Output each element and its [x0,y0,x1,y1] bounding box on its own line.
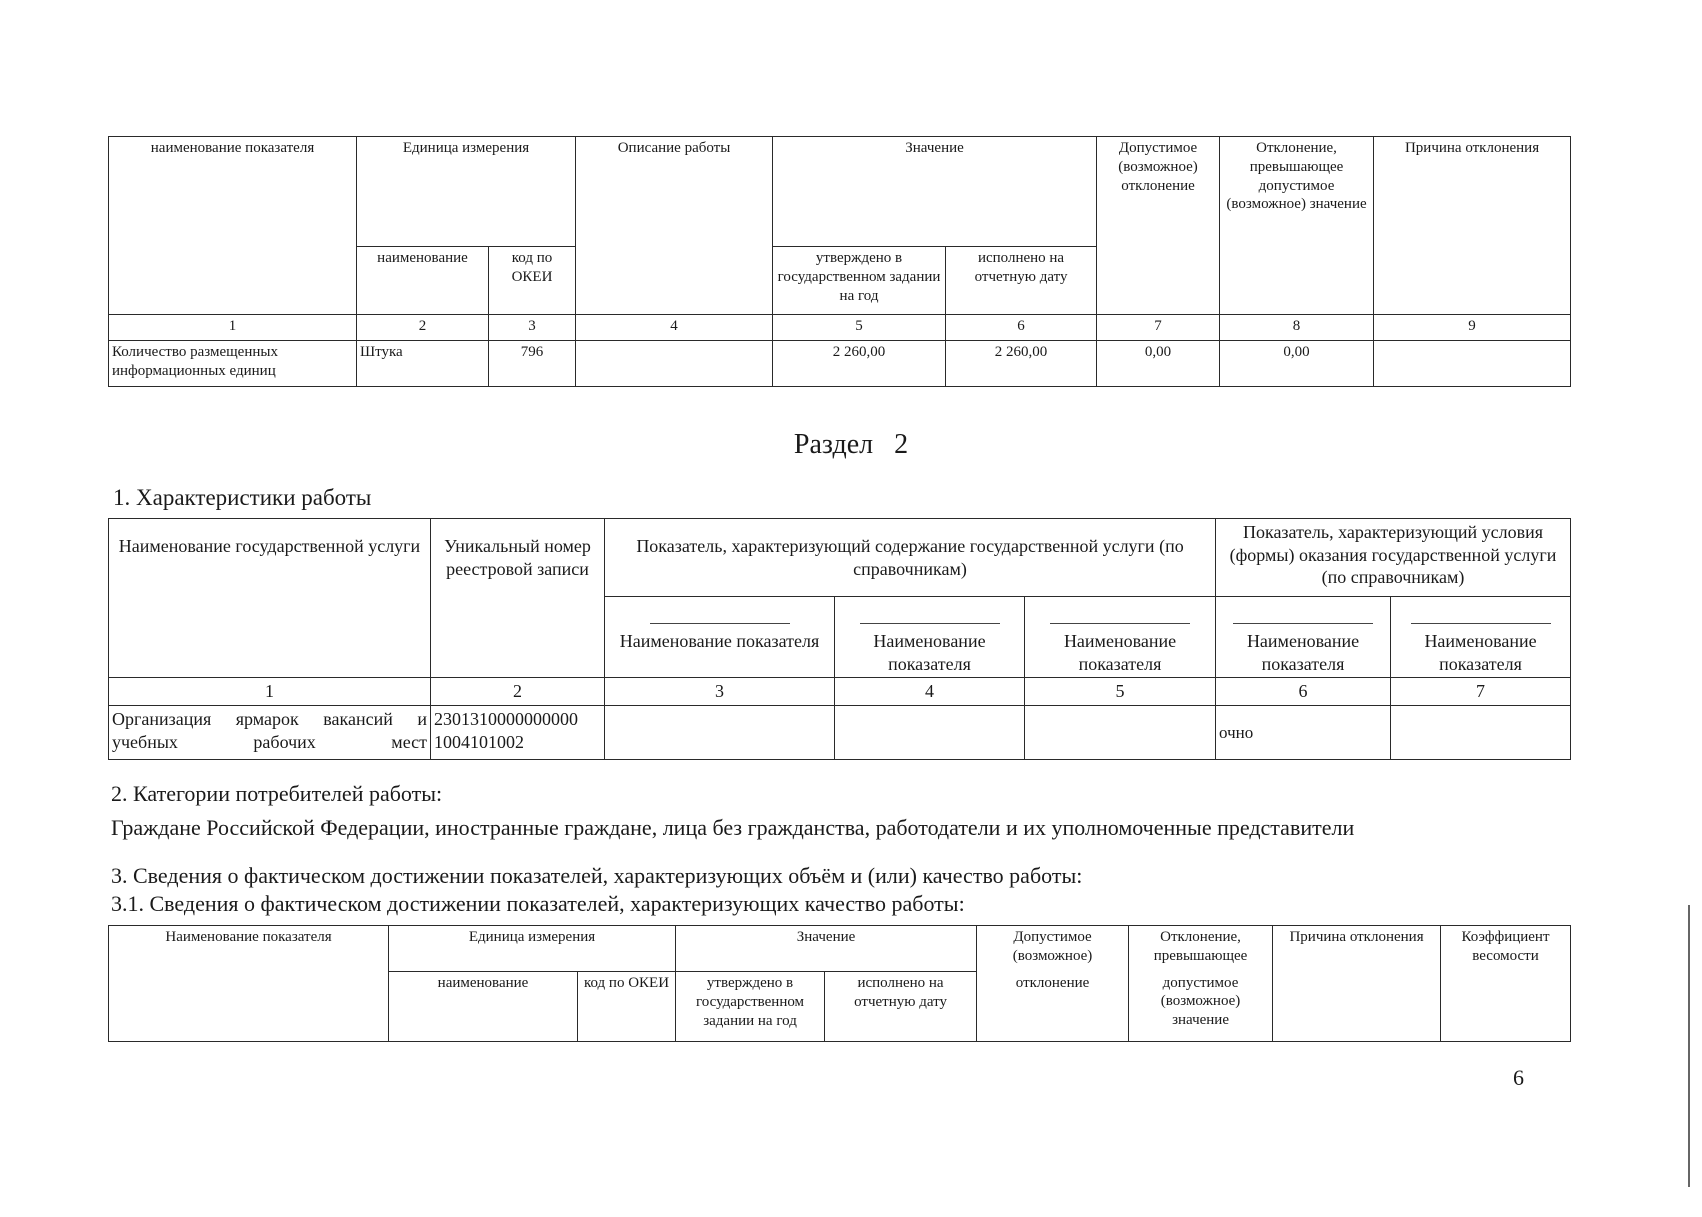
cell-unit-name: Штука [357,341,489,387]
header-unit: Единица измерения [389,926,676,972]
header-conditions-indicator: Показатель, характеризующий условия (формы) оказания государственной услуги (по справочникам) [1216,519,1571,597]
registry-line: 2301310000000000 [434,709,578,729]
header-label: Наименование показателя [619,631,820,651]
header-approved: утверждено в государственном задании на год [676,972,825,1042]
heading-consumer-categories: 2. Категории потребителей работы: [111,781,443,806]
work-characteristics-table [108,518,1571,760]
header-allowed-top: Допустимое (возможное) [977,926,1129,972]
header-work-description: Описание работы [576,137,773,315]
column-number: 7 [1391,678,1571,706]
column-number: 2 [357,315,489,341]
header-label: Наименование показателя [1246,631,1360,674]
cell-condition-form: очно [1216,706,1391,760]
header-label: Наименование показателя [873,631,986,674]
underline [1050,623,1190,624]
cell-exceeding: 0,00 [1220,341,1374,387]
consumers-text: Граждане Российской Федерации, иностранные граждане, лица без гражданства, работодатели и их уполномоченные представители [111,815,1355,840]
cell-okei: 796 [489,341,576,387]
cell-allowed: 0,00 [1097,341,1220,387]
column-number: 5 [773,315,946,341]
scan-edge-line [1688,905,1690,1187]
page-number: 6 [1513,1065,1524,1090]
header-label: Наименование показателя [1063,631,1177,674]
column-number: 3 [489,315,576,341]
header-unit-okei: код по ОКЕИ [489,247,576,315]
column-number: 7 [1097,315,1220,341]
column-number: 9 [1374,315,1571,341]
table-row [109,341,1571,387]
header-unit-name: наименование [389,972,578,1042]
column-number: 3 [605,678,835,706]
header-value: Значение [676,926,977,972]
header-indicator-name [1216,597,1391,678]
cell-content-4 [835,706,1025,760]
header-executed: исполнено на отчетную дату [825,972,977,1042]
header-unit: Единица измерения [357,137,576,247]
header-indicator-name [1391,597,1571,678]
header-indicator-name [605,597,835,678]
column-number: 1 [109,678,431,706]
heading-work-characteristics: 1. Характеристики работы [113,485,372,510]
underline [650,623,790,624]
header-allowed-bottom: отклонение [977,972,1129,1042]
header-allowed-deviation: Допустимое (возможное) отклонение [1097,137,1220,315]
header-unit-okei: код по ОКЕИ [578,972,676,1042]
section-title: Раздел 2 [793,429,909,460]
header-value: Значение [773,137,1097,247]
heading-quality-achievement: 3.1. Сведения о фактическом достижении показателей, характеризующих качество работы: [111,891,965,916]
underline [1411,623,1551,624]
cell-content-3 [605,706,835,760]
header-service-name: Наименование государственной услуги [109,519,431,678]
column-number: 2 [431,678,605,706]
column-number: 1 [109,315,357,341]
header-indicator-name: Наименование показателя [109,926,389,1042]
registry-line: 1004101002 [434,731,524,752]
cell-approved: 2 260,00 [773,341,946,387]
table-row [109,706,1571,760]
header-deviation-reason: Причина отклонения [1374,137,1571,315]
cell-reason [1374,341,1571,387]
cell-registry-number [431,706,605,760]
cell-executed: 2 260,00 [946,341,1097,387]
header-indicator-name: наименование показателя [109,137,357,315]
header-weight: Коэффициент весомости [1441,926,1571,1042]
header-exceeding-deviation: Отклонение, превышающее допустимое (возможное) значение [1220,137,1374,315]
header-approved: утверждено в государственном задании на год [773,247,946,315]
cell-condition-7 [1391,706,1571,760]
cell-service-name: Организация ярмарок вакансий и учебных рабочих мест [109,706,431,760]
header-indicator-name [835,597,1025,678]
column-number: 4 [835,678,1025,706]
header-reason: Причина отклонения [1273,926,1441,1042]
underline [860,623,1000,624]
heading-actual-achievement: 3. Сведения о фактическом достижении показателей, характеризующих объём и (или) качество работы: [111,863,1083,888]
column-number: 5 [1025,678,1216,706]
header-unit-name: наименование [357,247,489,315]
column-number: 6 [1216,678,1391,706]
cell-content-5 [1025,706,1216,760]
header-registry-number: Уникальный номер реестровой записи [431,519,605,678]
column-number: 6 [946,315,1097,341]
header-exceeding-bottom: допустимое (возможное) значение [1129,972,1273,1042]
header-indicator-name [1025,597,1216,678]
cell-indicator-name: Количество размещенных информационных единиц [109,341,357,387]
quality-indicators-table [108,925,1571,1042]
header-label: Наименование показателя [1424,631,1537,674]
cell-description [576,341,773,387]
header-content-indicator: Показатель, характеризующий содержание государственной услуги (по справочникам) [605,519,1216,597]
header-executed: исполнено на отчетную дату [946,247,1097,315]
column-number: 4 [576,315,773,341]
column-number: 8 [1220,315,1374,341]
indicators-table-top [108,136,1571,387]
header-exceeding-top: Отклонение, превышающее [1129,926,1273,972]
underline [1233,623,1373,624]
